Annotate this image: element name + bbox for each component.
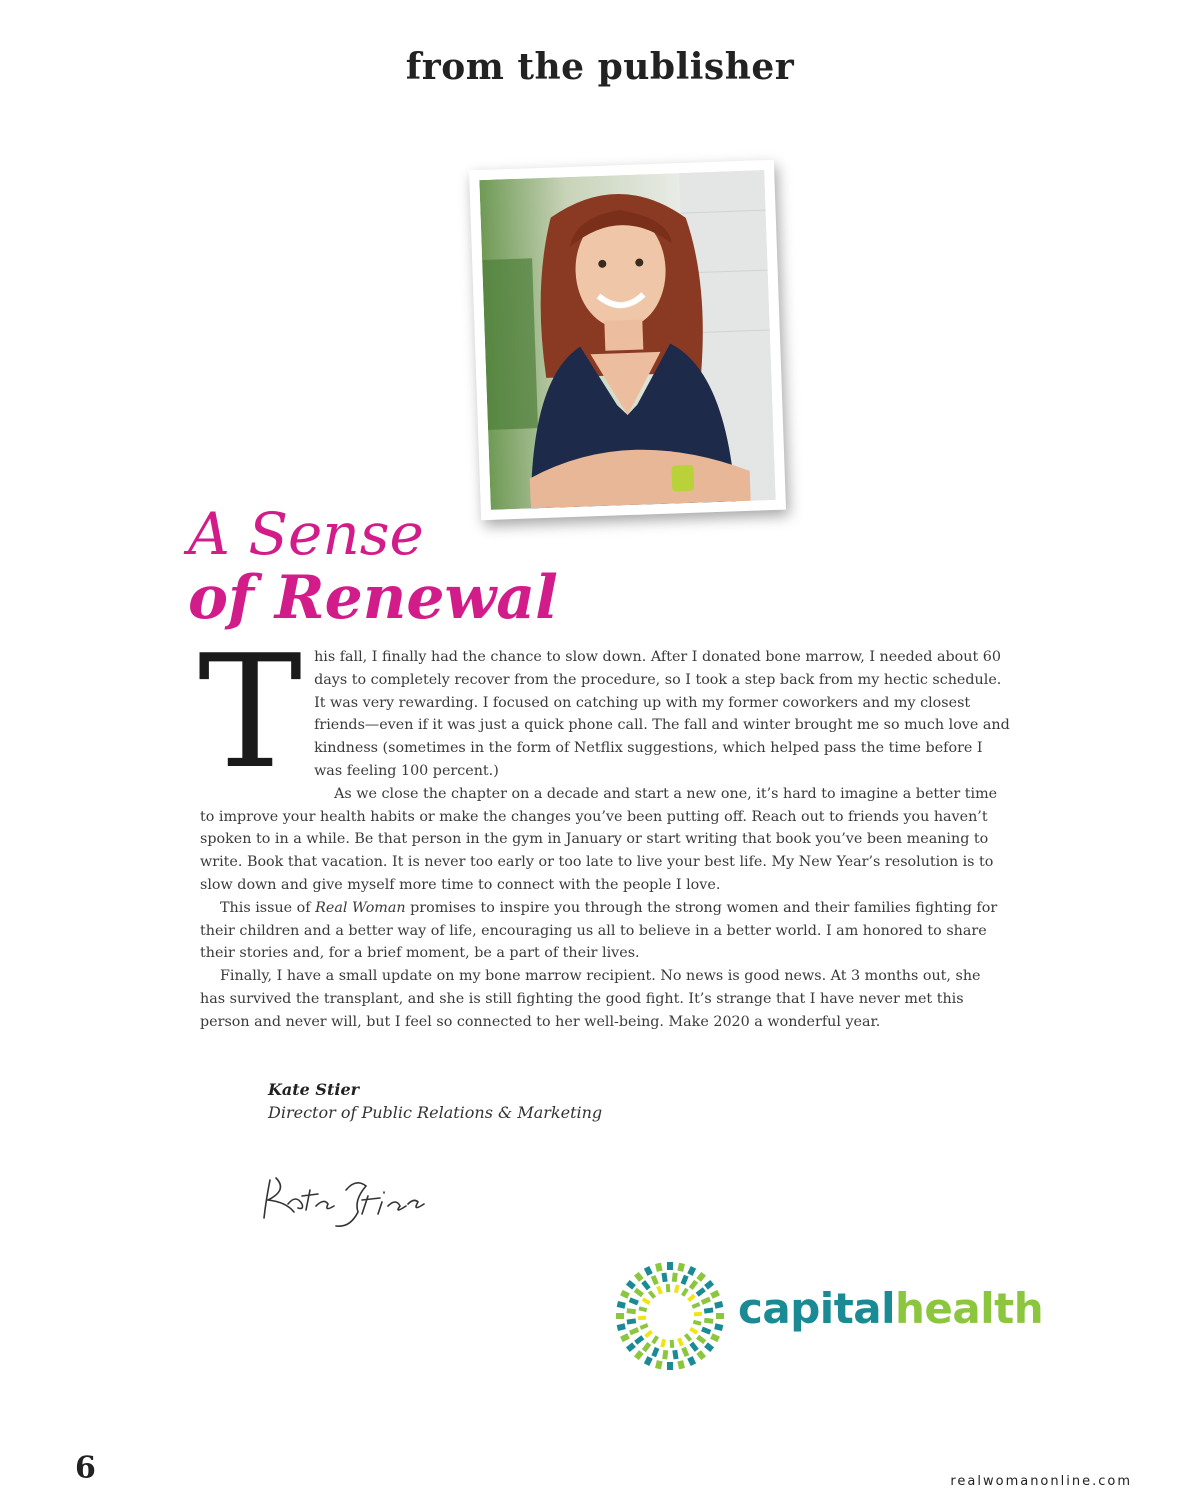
logo-ray xyxy=(629,1297,639,1305)
logo-ray xyxy=(656,1286,663,1295)
publication-title: Real Woman xyxy=(315,899,406,916)
logo-ray xyxy=(651,1335,659,1344)
logo-ray xyxy=(687,1356,696,1366)
logo-ray xyxy=(684,1333,692,1342)
logo-ray xyxy=(696,1335,706,1344)
logo-ray xyxy=(692,1302,701,1309)
logo-ray xyxy=(701,1327,711,1335)
logo-ray xyxy=(704,1342,714,1352)
logo-ray xyxy=(667,1362,673,1370)
publisher-portrait xyxy=(479,170,775,510)
logo-ray xyxy=(617,1323,626,1331)
headline-line-2: of Renewal xyxy=(188,563,558,633)
logo-ray xyxy=(681,1347,689,1357)
logo-ray xyxy=(694,1312,702,1317)
logo-ray xyxy=(696,1287,706,1296)
logo-ray xyxy=(689,1280,698,1290)
logo-ray xyxy=(651,1347,659,1357)
author-name: Kate Stier xyxy=(268,1080,360,1099)
logo-ray xyxy=(651,1275,659,1285)
logo-ray xyxy=(677,1263,685,1272)
logo-ray xyxy=(704,1307,714,1313)
logo-ray xyxy=(655,1360,663,1369)
logo-ray xyxy=(642,1297,651,1305)
logo-ray xyxy=(716,1313,724,1319)
logo-ray xyxy=(674,1284,680,1293)
logo-ray xyxy=(710,1290,720,1299)
logo-text-capital: capital xyxy=(738,1284,896,1333)
logo-ray xyxy=(616,1313,624,1319)
logo-ray xyxy=(661,1273,667,1283)
logo-ray xyxy=(638,1306,647,1312)
logo-ray xyxy=(687,1266,696,1276)
logo-ray xyxy=(620,1333,630,1342)
logo-ray xyxy=(681,1288,689,1297)
logo-ray xyxy=(704,1318,714,1324)
logo-ray xyxy=(634,1272,644,1282)
logo-ray xyxy=(714,1323,723,1331)
logo-ray xyxy=(648,1290,656,1299)
logo-ray xyxy=(642,1342,651,1352)
logo-ray xyxy=(710,1333,720,1342)
article-paragraph-4: Finally, I have a small update on my bone marrow recipient. No news is good news. At 3 months out, she has survived the transplant, and she is still fighting the good fight. It’s strange that I have never met this person and never will, but I feel so connected to her well-being. Make 2020 a wonderful year. xyxy=(200,968,981,1030)
logo-ray xyxy=(655,1263,663,1272)
logo-ray xyxy=(644,1266,653,1276)
section-title: from the publisher xyxy=(405,46,795,88)
article-paragraph-2: As we close the chapter on a decade and start a new one, it’s hard to imagine a better time to improve your health habits or make the changes you’ve been putting off. Reach out to friends you haven’t spoken to in a while. Be that person in the gym in January or start writing that book you’ve been meaning to write. Book that vacation. It is never too early or too late to live your best life. My New Year’s resolution is to slow down and give myself more time to connect with the people I love. xyxy=(200,785,998,893)
logo-ray xyxy=(687,1294,696,1302)
logo-ray xyxy=(634,1335,644,1344)
logo-ray xyxy=(696,1272,706,1282)
logo-ray xyxy=(689,1327,698,1335)
article-paragraph-3: This issue of Real Woman promises to inspire you through the strong women and their families fighting for their children and a better way of life, encouraging us all to believe in a better world. I am honored to share their stories and, for a brief moment, be a part of their lives. xyxy=(200,899,998,962)
logo-ray xyxy=(670,1340,675,1348)
logo-ray xyxy=(660,1339,666,1348)
logo-ray xyxy=(626,1280,636,1290)
logo-ray xyxy=(701,1297,711,1305)
logo-ray xyxy=(672,1273,678,1283)
logo-ray xyxy=(667,1262,673,1270)
logo-ray xyxy=(617,1301,626,1309)
paragraph-1-text: his fall, I finally had the chance to slow down. After I donated bone marrow, I needed about 60 days to completely recover from the procedure, so I took a step back from my hectic schedule. It was very rewarding. I focused on catching up with my former coworkers and my closest friends—even if it was just a quick phone call. The fall and winter brought me so much love and kindness (sometimes in the form of Netflix suggestions, which helped pass the time before I was feeling 100 percent.) xyxy=(314,649,1010,779)
publisher-photo xyxy=(469,160,786,520)
author-title: Director of Public Relations & Marketing xyxy=(268,1103,603,1122)
logo-ray xyxy=(627,1308,637,1314)
logo-ray xyxy=(677,1360,685,1369)
logo-ray xyxy=(704,1280,714,1290)
capital-health-logo-icon xyxy=(612,1258,728,1374)
drop-cap: T xyxy=(198,621,303,803)
handwritten-signature xyxy=(258,1160,428,1230)
logo-ray xyxy=(662,1350,668,1360)
logo-ray xyxy=(644,1330,653,1338)
page-number: 6 xyxy=(75,1450,96,1486)
capital-health-logo-text xyxy=(738,1284,1043,1333)
logo-ray xyxy=(644,1356,653,1366)
logo-ray xyxy=(634,1288,644,1297)
website-url: realwomanonline.com xyxy=(950,1474,1132,1489)
article-paragraph-1 xyxy=(198,621,1010,803)
logo-ray xyxy=(666,1284,671,1292)
logo-ray xyxy=(693,1320,702,1326)
logo-ray xyxy=(696,1350,706,1360)
logo-ray xyxy=(677,1338,684,1347)
logo-ray xyxy=(689,1342,698,1352)
article-body xyxy=(198,621,1010,1034)
logo-text-health: health xyxy=(895,1284,1044,1333)
logo-ray xyxy=(714,1301,723,1309)
logo-ray xyxy=(641,1280,650,1290)
logo-ray xyxy=(638,1316,646,1321)
logo-ray xyxy=(629,1327,639,1335)
logo-ray xyxy=(672,1350,678,1360)
logo-ray xyxy=(634,1350,644,1360)
logo-ray xyxy=(626,1342,636,1352)
logo-ray xyxy=(640,1323,649,1330)
headline-line-1: A Sense xyxy=(188,500,424,568)
logo-ray xyxy=(620,1290,630,1299)
logo-ray xyxy=(681,1275,689,1285)
logo-ray xyxy=(627,1318,637,1324)
